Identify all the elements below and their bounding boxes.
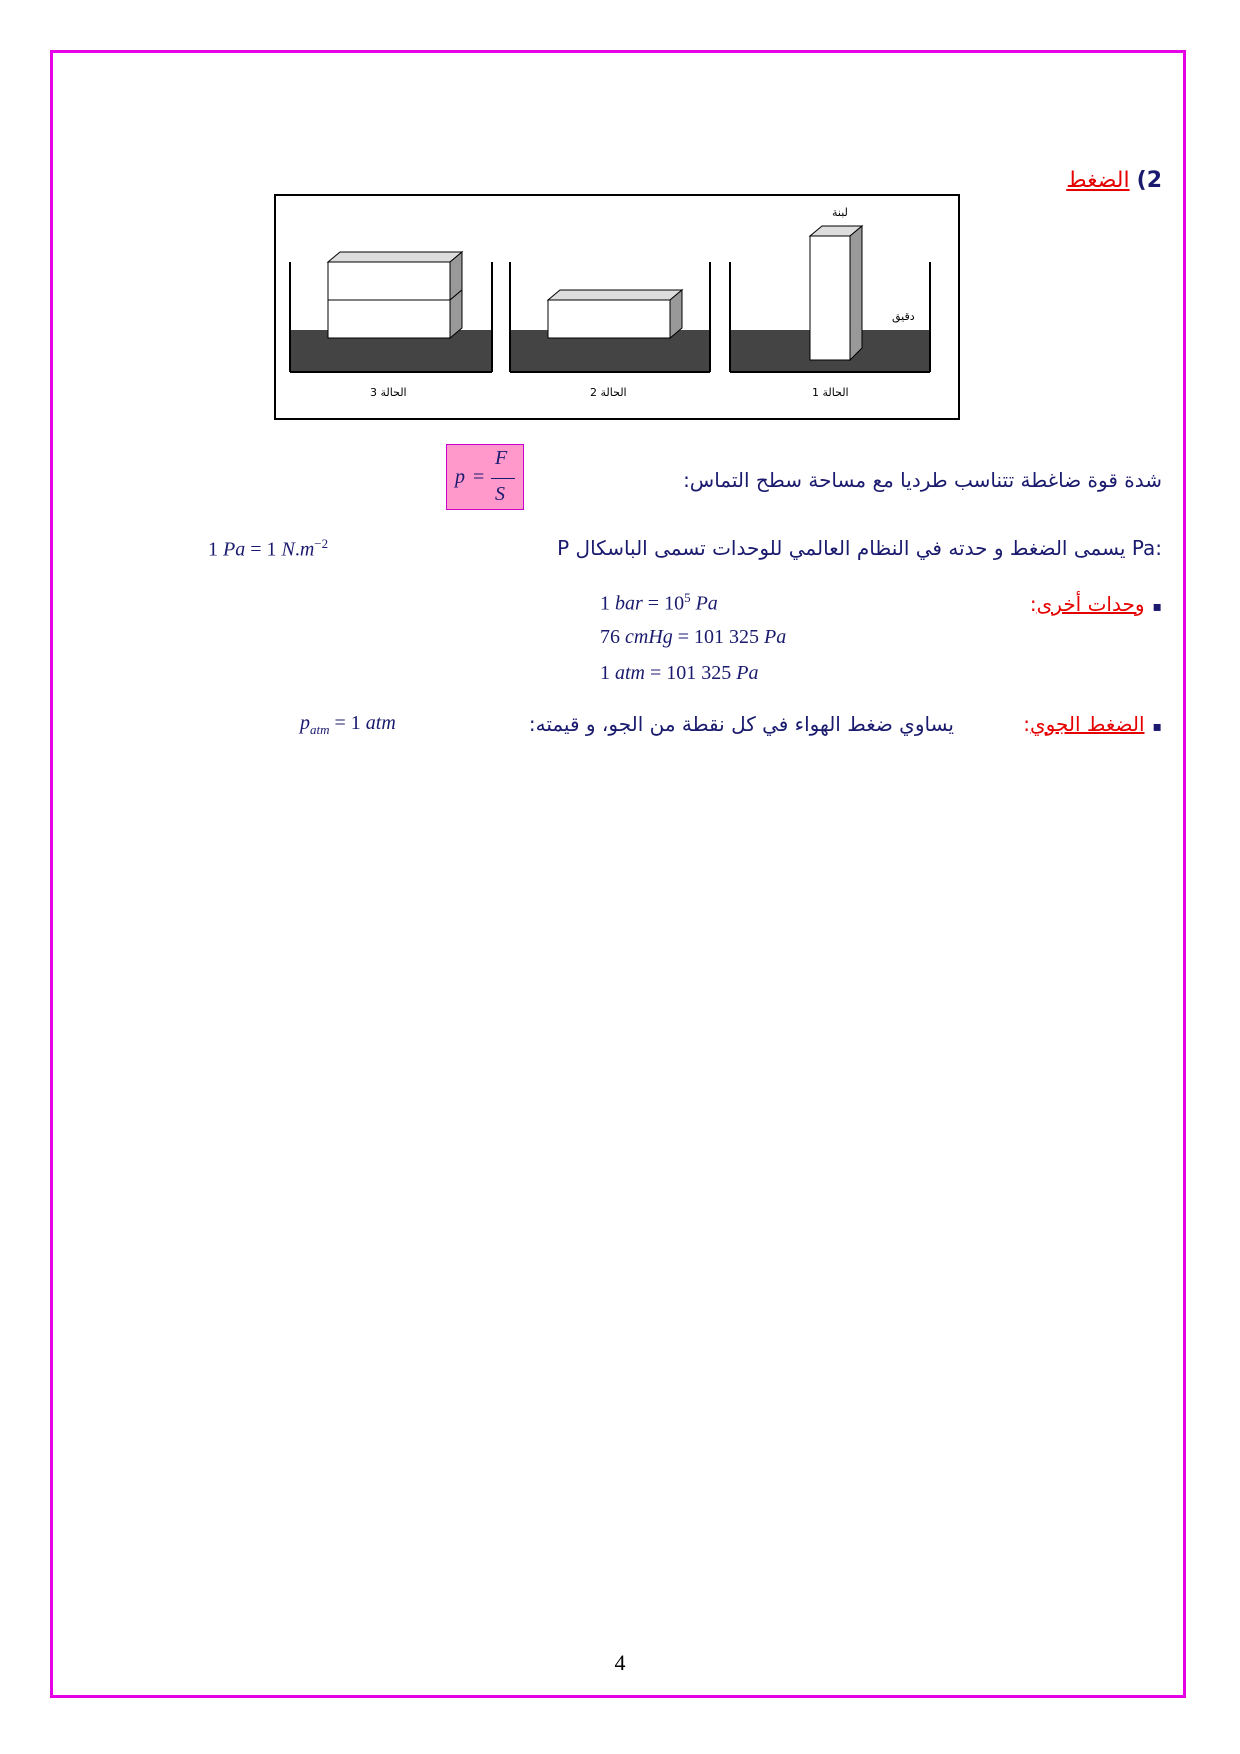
bullet-icon: ▪ — [1152, 719, 1162, 735]
fraction-bar — [491, 478, 515, 479]
atm-pressure-formula — [300, 712, 396, 738]
unit-line-bar — [600, 590, 718, 616]
case-3-container — [290, 252, 492, 372]
case-2-label: الحالة 2 — [590, 386, 627, 399]
section-title: الضغط — [1066, 168, 1130, 193]
formula-numerator: F — [495, 447, 508, 469]
unit-eq: = 101 325 — [677, 626, 760, 648]
unit-eq: = 10 — [647, 592, 685, 615]
case-1-container — [730, 226, 930, 372]
patm-subscript: atm — [310, 722, 330, 737]
label-flour: دقيق — [892, 310, 915, 323]
unit-line-atm — [600, 662, 759, 685]
other-units-colon: : — [1029, 592, 1037, 616]
statement-proportionality: شدة قوة ضاغطة تتناسب طرديا مع مساحة سطح التماس: — [683, 468, 1162, 492]
formula-denominator: S — [495, 483, 505, 505]
unit-eq: = 101 325 — [650, 662, 732, 684]
bullet-icon: ▪ — [1152, 599, 1162, 615]
newton-unit: N — [281, 538, 295, 561]
patm-unit: atm — [365, 712, 396, 734]
formula-eq: = — [473, 466, 485, 488]
unit-name: bar — [615, 592, 643, 615]
case-3-label: الحالة 3 — [370, 386, 407, 399]
unit-name: atm — [615, 662, 645, 684]
pascal-definition — [208, 536, 328, 562]
unit-pa: Pa — [695, 592, 718, 615]
statement-pascal: P يسمى الضغط و حدته في النظام العالمي للوحدات تسمى الباسكال Pa: — [557, 536, 1162, 560]
unit-value: 76 — [600, 626, 620, 648]
unit-line-cmhg — [600, 626, 786, 649]
atm-pressure-heading — [1023, 712, 1162, 736]
pascal-eq: = 1 — [250, 538, 277, 561]
pressure-diagram — [276, 196, 958, 418]
pascal-coef: 1 — [208, 538, 218, 561]
patm-eq: = 1 — [334, 712, 361, 734]
atm-pressure-label: الضغط الجوي — [1029, 712, 1145, 736]
other-units-heading — [1030, 592, 1162, 616]
page-number: 4 — [614, 1650, 626, 1675]
formula-p: p — [455, 466, 465, 488]
case-2-container — [510, 262, 710, 372]
label-brick: لبنة — [832, 206, 848, 219]
other-units-label: وحدات أخرى — [1036, 592, 1145, 616]
unit-value: 1 — [600, 662, 610, 684]
unit-exponent: 5 — [684, 590, 691, 605]
meter-unit: m — [299, 538, 315, 561]
patm-symbol: p — [300, 712, 310, 734]
pressure-figure — [274, 194, 960, 420]
section-number: 2) — [1136, 168, 1162, 193]
section-heading — [1066, 168, 1162, 193]
unit-pa: Pa — [764, 626, 787, 648]
formula-pressure — [446, 444, 524, 510]
case-1-label: الحالة 1 — [812, 386, 849, 399]
unit-pa: Pa — [736, 662, 759, 684]
pascal-unit: Pa — [223, 538, 246, 561]
meter-exponent: −2 — [314, 536, 329, 551]
pascal-dot: . — [294, 538, 300, 561]
unit-name: cmHg — [625, 626, 673, 648]
atm-pressure-text: يساوي ضغط الهواء في كل نقطة من الجو، و قيمته: — [528, 712, 954, 736]
unit-value: 1 — [600, 592, 610, 615]
atm-pressure-colon: : — [1023, 712, 1030, 736]
